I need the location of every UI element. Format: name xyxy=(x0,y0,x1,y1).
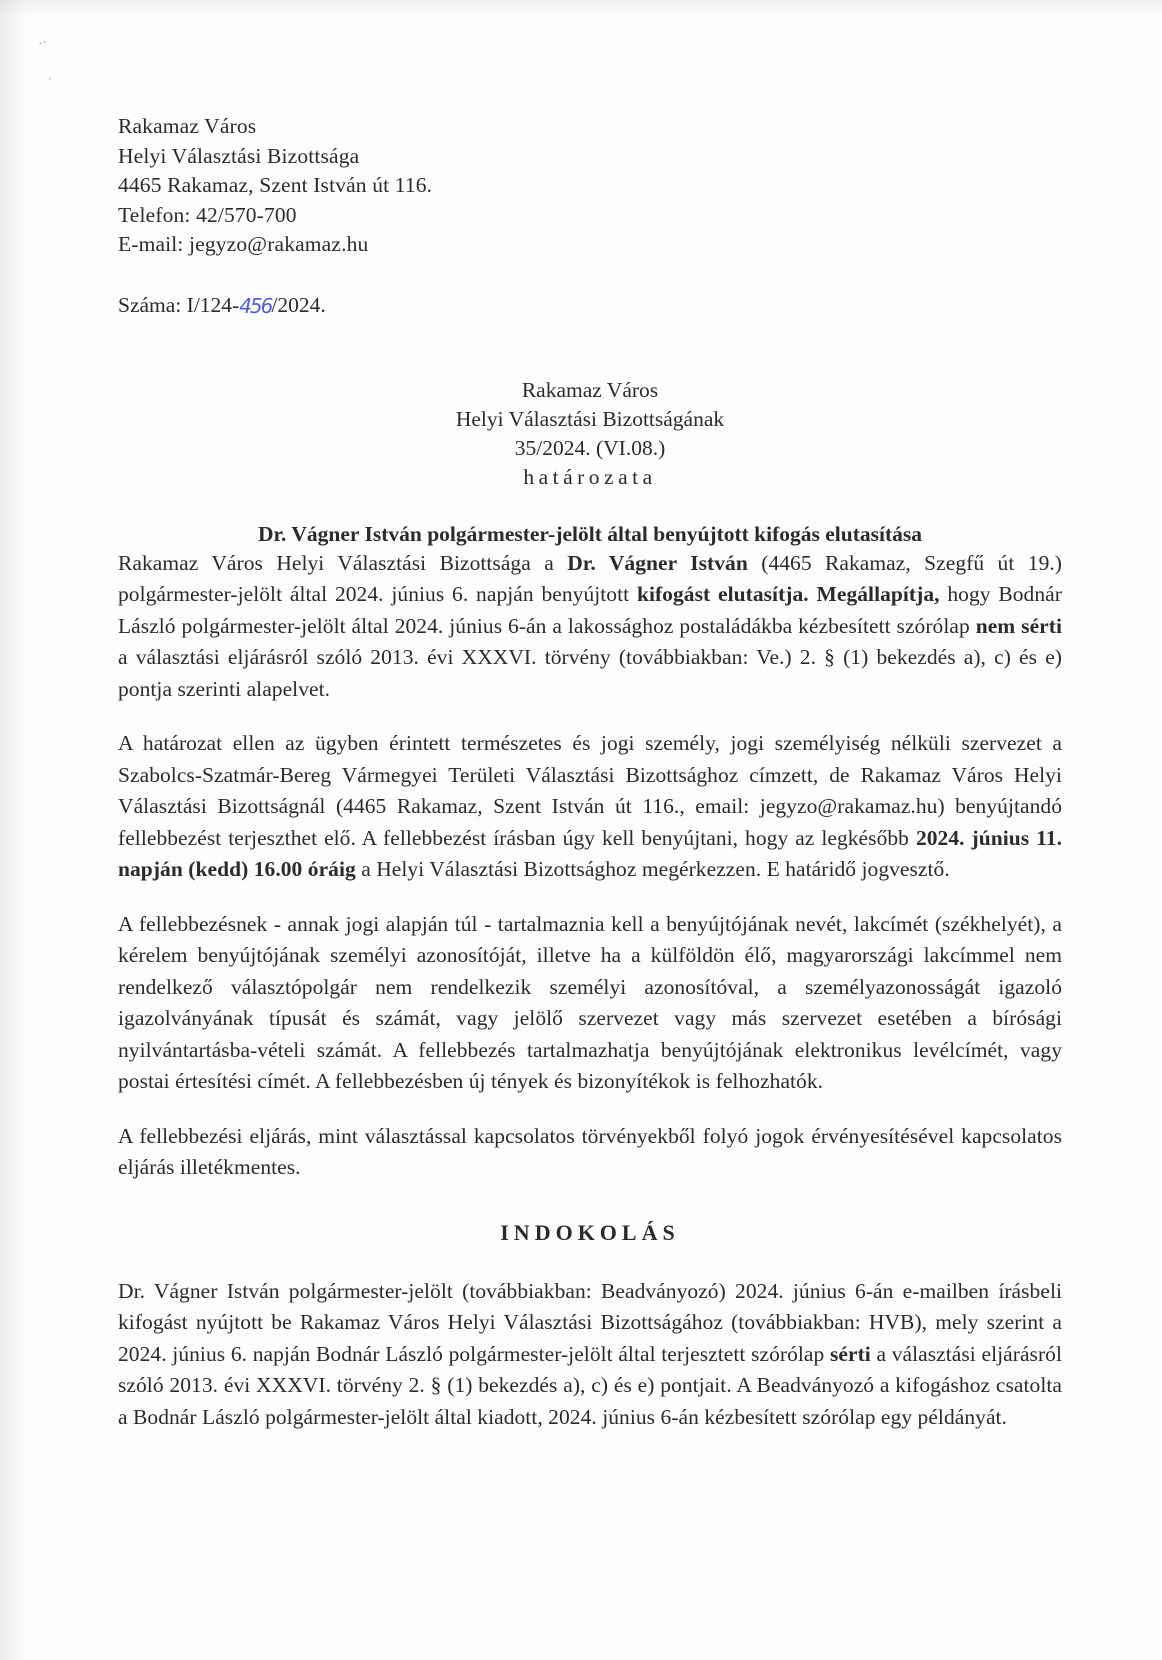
reasoning-text-1: Dr. Vágner István polgármester-jelölt (továbbiakban: Beadványozó) 2024. június 6-án e-mailben írásbeli kifogást nyújtott be Rakamaz Város Helyi Választási Bizottságához (továbbiakban: HVB), mely szerint a 2024. június 6. napján Bodnár László polgármester-jelölt által terjesztett szórólap xyxy=(118,1278,1062,1366)
ruling-text-5: a választási eljárásról szóló 2013. évi XXXVI. törvény (továbbiakban: Ve.) 2. § (1) bekezdés a), c) és e) pontja szerinti alapelvet. xyxy=(118,645,1062,701)
section-title-reasoning: INDOKOLÁS xyxy=(500,1219,680,1245)
letterhead xyxy=(118,112,1062,260)
scan-artifact-speck: ·· xyxy=(35,33,49,52)
ruling-bold-establishes: Megállapítja, xyxy=(816,582,940,606)
paragraph-decision-ruling xyxy=(118,548,1062,706)
paragraph-reasoning-background xyxy=(118,1276,1062,1434)
paragraph-appeal-requirements: A fellebbezésnek - annak jogi alapján túl - tartalmaznia kell a benyújtójának nevét, lakcímét (székhelyét), a kérelem benyújtójának személyi azonosítóját, illetve ha a külföldön élő, magyarországi lakcímmel nem rendelkező választópolgár nem rendelkezik személyi azonosítóval, a személyazonosságát igazoló igazolványának típusát és számát, vagy jelölő szervezet vagy más szervezet esetében a bírósági nyilvántartásba-vételi számát. A fellebbezés tartalmazhatja benyújtójának elektronikus levélcímét, vagy postai értesítési címét. A fellebbezésben új tények és bizonyítékok is felhozhatók. xyxy=(118,911,1062,1093)
letterhead-line-email: E-mail: jegyzo@rakamaz.hu xyxy=(118,232,369,256)
decision-subject: Dr. Vágner István polgármester-jelölt által benyújtott kifogás elutasítása xyxy=(257,521,923,546)
reasoning-bold-violates: sérti xyxy=(829,1341,871,1366)
letterhead-line-address: 4465 Rakamaz, Szent István út 116. xyxy=(118,173,433,197)
decision-header-type: határozata xyxy=(523,464,657,489)
scan-artifact-speck: · xyxy=(48,71,53,86)
ruling-text-2: (4465 Rakamaz, Szegfű út 19.) polgármester-jelölt által 2024. június 6. napján benyújtott xyxy=(118,550,1063,606)
ruling-bold-not-violate: nem sérti xyxy=(975,613,1062,638)
decision-header xyxy=(118,376,1062,492)
ruling-bold-name: Dr. Vágner István xyxy=(567,550,748,575)
document-content xyxy=(118,112,1062,1433)
paragraph-appeal-instructions xyxy=(118,728,1062,886)
paragraph-fee-exemption: A fellebbezési eljárás, mint választással kapcsolatos törvényekből folyó jogok érvényesítésével kapcsolatos eljárás illetékmentes. xyxy=(118,1123,1062,1179)
decision-header-municipality: Rakamaz Város xyxy=(521,377,659,402)
ruling-text-1: Rakamaz Város Helyi Választási Bizottsága a xyxy=(118,550,568,575)
file-number-suffix: /2024. xyxy=(271,292,326,317)
scan-edge-shading-left xyxy=(0,0,26,1660)
reasoning-text-2: a választási eljárásról szóló 2013. évi XXXVI. törvény 2. § (1) bekezdés a), c) és e) pontjait. A Beadványozó a kifogáshoz csatolta a Bodnár László polgármester-jelölt által kiadott, 2024. június 6-án kézbesített szórólap egy példányát. xyxy=(118,1341,1062,1429)
scan-edge-shading-top xyxy=(0,0,1162,18)
letterhead-line-committee: Helyi Választási Bizottsága xyxy=(118,143,360,168)
appeal-text-2: a Helyi Választási Bizottsághoz megérkezzen. E határidő jogvesztő. xyxy=(355,857,950,881)
appeal-bold-deadline: 2024. június 11. napján (kedd) 16.00 óráig xyxy=(118,825,1062,881)
decision-header-number: 35/2024. (VI.08.) xyxy=(514,435,666,460)
ruling-text-3 xyxy=(809,582,817,606)
ruling-text-4: hogy Bodnár László polgármester-jelölt által 2024. június 6-án a lakossághoz postaládákba kézbesített szórólap xyxy=(118,582,1062,638)
file-number-handwritten-value: 456 xyxy=(239,293,272,318)
decision-header-committee: Helyi Választási Bizottságának xyxy=(455,406,725,431)
file-number-prefix: Száma: I/124- xyxy=(118,292,240,317)
ruling-bold-rejects: kifogást elutasítja. xyxy=(636,582,809,606)
letterhead-line-municipality: Rakamaz Város xyxy=(118,114,257,138)
file-number xyxy=(118,291,1062,320)
letterhead-line-phone: Telefon: 42/570-700 xyxy=(118,202,297,227)
appeal-text-1: A határozat ellen az ügyben érintett természetes és jogi személy, jogi személyiség nélküli szervezet a Szabolcs-Szatmár-Bereg Vármegyei Területi Választási Bizottsághoz címzett, de Rakamaz Város Helyi Választási Bizottságnál (4465 Rakamaz, Szent István út 116., email: jegyzo@rakamaz.hu) benyújtandó fellebbezést terjeszthet elő. A fellebbezést írásban úgy kell benyújtani, hogy az legkésőbb xyxy=(118,731,1062,850)
